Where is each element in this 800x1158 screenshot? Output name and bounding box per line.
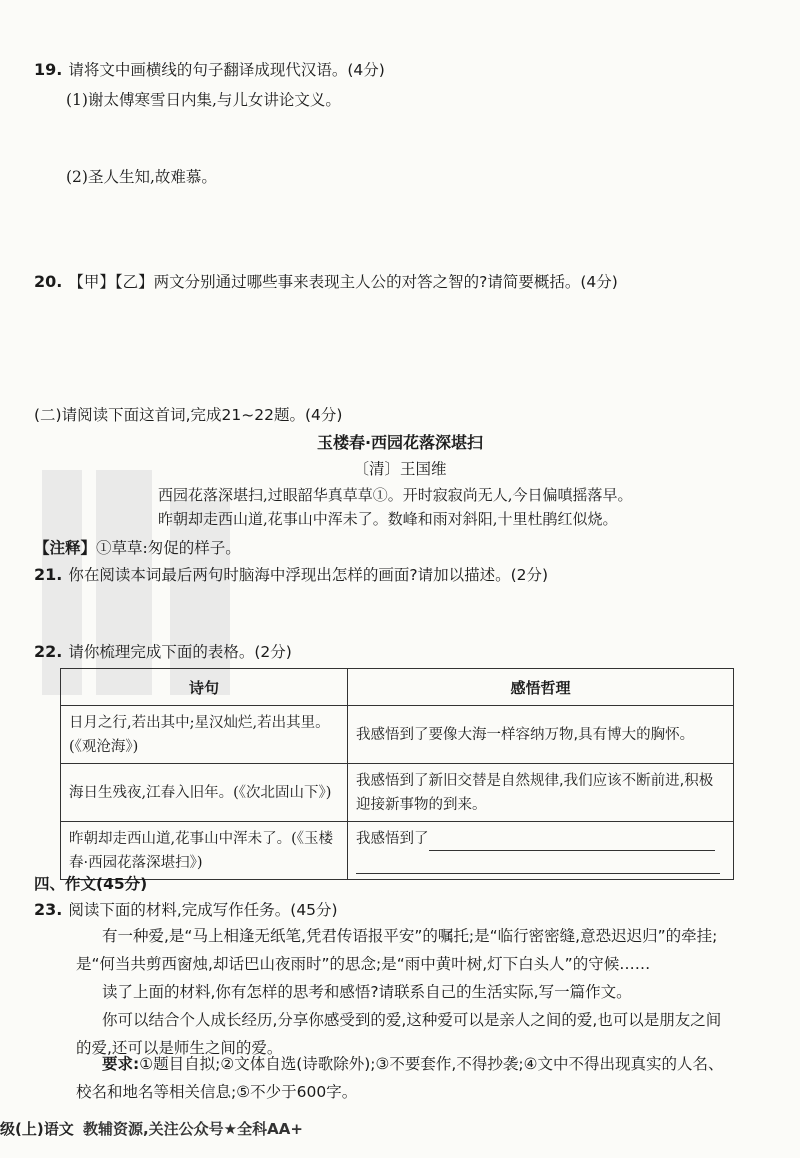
q21-prompt-line bbox=[34, 563, 548, 585]
q19-prompt: 请将文中画横线的句子翻译成现代汉语。(4分) bbox=[68, 61, 385, 79]
table-header-insight: 感悟哲理 bbox=[348, 669, 734, 706]
question-number: 20. bbox=[34, 272, 63, 291]
question-number: 21. bbox=[34, 565, 63, 584]
question-number: 23. bbox=[34, 900, 63, 919]
q23-prompt-line bbox=[34, 898, 338, 920]
table-row bbox=[61, 764, 734, 822]
q23-prompt: 阅读下面的材料,完成写作任务。(45分) bbox=[68, 901, 338, 919]
poem-line-1: 西园花落深堪扫,过眼韶华真草草①。开时寂寂尚无人,今日偏嗔摇落早。 bbox=[158, 486, 633, 504]
q22-prompt: 请你梳理完成下面的表格。(2分) bbox=[68, 643, 292, 661]
table-cell-poem: 昨朝却走西山道,花事山中浑未了。(《玉楼春·西园花落深堪扫》) bbox=[61, 822, 348, 880]
table-cell-insight: 我感悟到了要像大海一样容纳万物,具有博大的胸怀。 bbox=[348, 706, 734, 764]
q20-prompt-line bbox=[34, 270, 618, 292]
q21-prompt: 你在阅读本词最后两句时脑海中浮现出怎样的画面?请加以描述。(2分) bbox=[68, 566, 549, 584]
poem-insight-table bbox=[60, 668, 734, 880]
note-label: 【注释】 bbox=[34, 539, 97, 557]
section4-heading: 四、作文(45分) bbox=[34, 875, 148, 893]
table-cell-insight: 我感悟到了新旧交替是自然规律,我们应该不断前进,积极迎接新事物的到来。 bbox=[348, 764, 734, 822]
table-cell-poem: 海日生残夜,江春入旧年。(《次北固山下》) bbox=[61, 764, 348, 822]
footer-subject: 级(上)语文 bbox=[0, 1120, 74, 1138]
table-cell-poem: 日月之行,若出其中;星汉灿烂,若出其里。(《观沧海》) bbox=[61, 706, 348, 764]
watermark-block-3 bbox=[170, 500, 230, 695]
note-text: ①草草:匆促的样子。 bbox=[96, 539, 241, 557]
table-header-poem: 诗句 bbox=[61, 669, 348, 706]
q23-paragraph-2: 读了上面的材料,你有怎样的思考和感悟?请联系自己的生活实际,写一篇作文。 bbox=[102, 983, 632, 1001]
table-header-row bbox=[61, 669, 734, 706]
table-cell-answer[interactable] bbox=[348, 822, 734, 880]
poem-note bbox=[34, 536, 241, 558]
answer-blank-line[interactable] bbox=[429, 834, 715, 851]
answer-blank-line-2[interactable] bbox=[356, 851, 720, 874]
question-number: 19. bbox=[34, 60, 63, 79]
requirements-label: 要求: bbox=[102, 1055, 140, 1073]
q23-requirements bbox=[76, 1050, 736, 1106]
requirements-text: ①题目自拟;②文体自选(诗歌除外);③不要套作,不得抄袭;④文中不得出现真实的人名、校名和地名等相关信息;⑤不少于600字。 bbox=[76, 1055, 724, 1101]
table-row bbox=[61, 706, 734, 764]
q23-paragraph-3: 你可以结合个人成长经历,分享你感受到的爱,这种爱可以是亲人之间的爱,也可以是朋友之间的爱,还可以是师生之间的爱。 bbox=[76, 1011, 722, 1057]
poem-line-2: 昨朝却走西山道,花事山中浑未了。数峰和雨对斜阳,十里杜鹃红似烧。 bbox=[158, 510, 618, 528]
poem-title: 玉楼春·西园花落深堪扫 bbox=[316, 433, 484, 452]
q23-material: 有一种爱,是“马上相逢无纸笔,凭君传语报平安”的嘱托;是“临行密密缝,意恐迟迟归”的牵挂;是“何当共剪西窗烛,却话巴山夜雨时”的思念;是“雨中黄叶树,灯下白头人”的守候…… bbox=[76, 927, 718, 973]
q19-prompt-line bbox=[34, 58, 385, 80]
footer bbox=[0, 1118, 303, 1139]
question-number: 22. bbox=[34, 642, 63, 661]
q22-prompt-line bbox=[34, 640, 292, 662]
poem-author: 〔清〕王国维 bbox=[353, 460, 447, 478]
table-row bbox=[61, 822, 734, 880]
q20-prompt: 【甲】【乙】两文分别通过哪些事来表现主人公的对答之智的?请简要概括。(4分) bbox=[68, 273, 618, 291]
footer-watermark: 教辅资源,关注公众号★全科AA+ bbox=[82, 1120, 303, 1138]
q19-sentence-2: (2)圣人生知,故难慕。 bbox=[66, 168, 217, 186]
section2-heading: (二)请阅读下面这首词,完成21~22题。(4分) bbox=[34, 406, 343, 424]
q19-sentence-1: (1)谢太傅寒雪日内集,与儿女讲论文义。 bbox=[66, 91, 341, 109]
answer-prefix: 我感悟到了 bbox=[356, 831, 429, 847]
